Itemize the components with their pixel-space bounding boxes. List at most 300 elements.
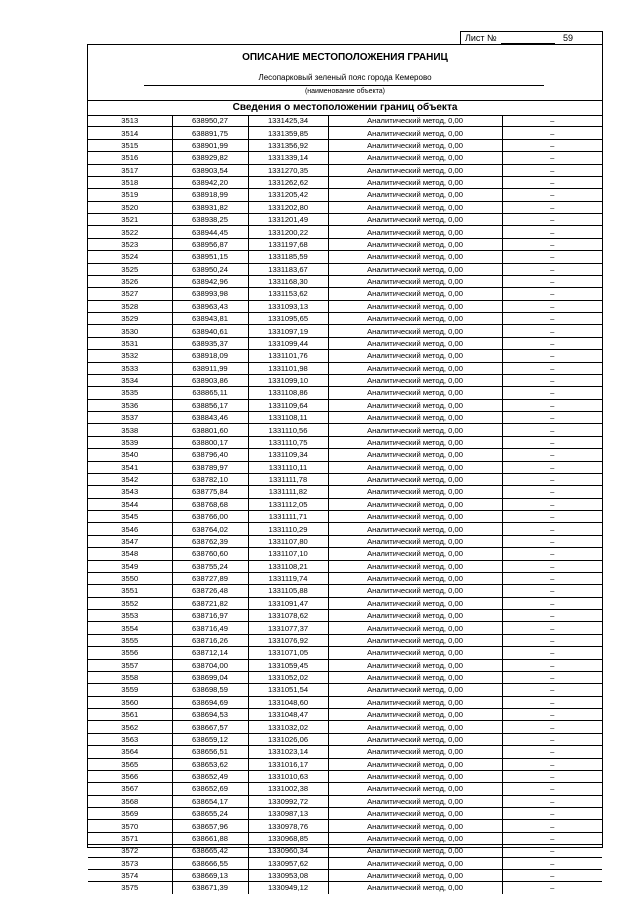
description-cell: – (502, 362, 602, 374)
table-row (88, 337, 602, 349)
table-row (88, 746, 602, 758)
description-cell: – (502, 275, 602, 287)
x-coordinate-cell: 638891,75 (172, 127, 248, 139)
y-coordinate-cell: 1331270,35 (248, 164, 328, 176)
table-row (88, 226, 602, 238)
x-coordinate-cell: 638766,00 (172, 511, 248, 523)
point-number-cell: 3557 (88, 659, 172, 671)
description-cell: – (502, 263, 602, 275)
x-coordinate-cell: 638721,82 (172, 597, 248, 609)
method-accuracy-cell: Аналитический метод, 0,00 (328, 337, 502, 349)
description-cell: – (502, 560, 602, 572)
method-accuracy-cell: Аналитический метод, 0,00 (328, 610, 502, 622)
point-number-cell: 3541 (88, 461, 172, 473)
table-row (88, 424, 602, 436)
point-number-cell: 3544 (88, 498, 172, 510)
table-row (88, 374, 602, 386)
description-cell: – (502, 325, 602, 337)
method-accuracy-cell: Аналитический метод, 0,00 (328, 832, 502, 844)
y-coordinate-cell: 1331078,62 (248, 610, 328, 622)
description-cell: – (502, 808, 602, 820)
method-accuracy-cell: Аналитический метод, 0,00 (328, 845, 502, 857)
method-accuracy-cell: Аналитический метод, 0,00 (328, 647, 502, 659)
method-accuracy-cell: Аналитический метод, 0,00 (328, 634, 502, 646)
point-number-cell: 3530 (88, 325, 172, 337)
y-coordinate-cell: 1331111,82 (248, 486, 328, 498)
point-number-cell: 3559 (88, 684, 172, 696)
y-coordinate-cell: 1330957,62 (248, 857, 328, 869)
y-coordinate-cell: 1331109,64 (248, 399, 328, 411)
method-accuracy-cell: Аналитический метод, 0,00 (328, 548, 502, 560)
x-coordinate-cell: 638712,14 (172, 647, 248, 659)
point-number-cell: 3554 (88, 622, 172, 634)
method-accuracy-cell: Аналитический метод, 0,00 (328, 226, 502, 238)
table-row (88, 189, 602, 201)
point-number-cell: 3518 (88, 176, 172, 188)
x-coordinate-cell: 638918,99 (172, 189, 248, 201)
y-coordinate-cell: 1331202,80 (248, 201, 328, 213)
point-number-cell: 3562 (88, 721, 172, 733)
description-cell: – (502, 634, 602, 646)
point-number-cell: 3523 (88, 238, 172, 250)
description-cell: – (502, 622, 602, 634)
x-coordinate-cell: 638768,68 (172, 498, 248, 510)
description-cell: – (502, 486, 602, 498)
y-coordinate-cell: 1331110,56 (248, 424, 328, 436)
table-row (88, 486, 602, 498)
y-coordinate-cell: 1331359,85 (248, 127, 328, 139)
table-row (88, 387, 602, 399)
y-coordinate-cell: 1331107,10 (248, 548, 328, 560)
description-cell: – (502, 436, 602, 448)
table-row (88, 498, 602, 510)
section-title: Сведения о местоположении границ объекта (232, 102, 458, 113)
x-coordinate-cell: 638716,97 (172, 610, 248, 622)
table-row (88, 659, 602, 671)
table-row (88, 523, 602, 535)
x-coordinate-cell: 638653,62 (172, 758, 248, 770)
description-cell: – (502, 350, 602, 362)
method-accuracy-cell: Аналитический метод, 0,00 (328, 461, 502, 473)
point-number-cell: 3571 (88, 832, 172, 844)
table-row (88, 560, 602, 572)
y-coordinate-cell: 1331105,88 (248, 585, 328, 597)
method-accuracy-cell: Аналитический метод, 0,00 (328, 498, 502, 510)
y-coordinate-cell: 1331262,62 (248, 176, 328, 188)
point-number-cell: 3532 (88, 350, 172, 362)
method-accuracy-cell: Аналитический метод, 0,00 (328, 770, 502, 782)
point-number-cell: 3525 (88, 263, 172, 275)
table-row (88, 251, 602, 263)
x-coordinate-cell: 638942,20 (172, 176, 248, 188)
description-cell: – (502, 845, 602, 857)
x-coordinate-cell: 638956,87 (172, 238, 248, 250)
y-coordinate-cell: 1331201,49 (248, 214, 328, 226)
point-number-cell: 3545 (88, 511, 172, 523)
table-row (88, 733, 602, 745)
x-coordinate-cell: 638669,13 (172, 869, 248, 881)
method-accuracy-cell: Аналитический метод, 0,00 (328, 164, 502, 176)
method-accuracy-cell: Аналитический метод, 0,00 (328, 473, 502, 485)
point-number-cell: 3514 (88, 127, 172, 139)
x-coordinate-cell: 638938,25 (172, 214, 248, 226)
description-cell: – (502, 548, 602, 560)
object-name-underline (144, 85, 544, 86)
table-row (88, 758, 602, 770)
x-coordinate-cell: 638661,88 (172, 832, 248, 844)
method-accuracy-cell: Аналитический метод, 0,00 (328, 152, 502, 164)
description-cell: – (502, 733, 602, 745)
y-coordinate-cell: 1331425,34 (248, 115, 328, 127)
table-row (88, 115, 602, 127)
point-number-cell: 3550 (88, 572, 172, 584)
method-accuracy-cell: Аналитический метод, 0,00 (328, 820, 502, 832)
description-cell: – (502, 832, 602, 844)
sheet-number: 59 (562, 33, 573, 43)
description-cell: – (502, 461, 602, 473)
point-number-cell: 3527 (88, 288, 172, 300)
x-coordinate-cell: 638671,39 (172, 882, 248, 894)
point-number-cell: 3552 (88, 597, 172, 609)
description-cell: – (502, 696, 602, 708)
point-number-cell: 3553 (88, 610, 172, 622)
method-accuracy-cell: Аналитический метод, 0,00 (328, 486, 502, 498)
point-number-cell: 3563 (88, 733, 172, 745)
method-accuracy-cell: Аналитический метод, 0,00 (328, 746, 502, 758)
y-coordinate-cell: 1331356,92 (248, 139, 328, 151)
point-number-cell: 3542 (88, 473, 172, 485)
description-cell: – (502, 647, 602, 659)
description-cell: – (502, 238, 602, 250)
x-coordinate-cell: 638655,24 (172, 808, 248, 820)
point-number-cell: 3526 (88, 275, 172, 287)
method-accuracy-cell: Аналитический метод, 0,00 (328, 300, 502, 312)
point-number-cell: 3556 (88, 647, 172, 659)
point-number-cell: 3515 (88, 139, 172, 151)
x-coordinate-cell: 638963,43 (172, 300, 248, 312)
y-coordinate-cell: 1331101,76 (248, 350, 328, 362)
y-coordinate-cell: 1331109,34 (248, 449, 328, 461)
point-number-cell: 3561 (88, 709, 172, 721)
description-cell: – (502, 337, 602, 349)
point-number-cell: 3540 (88, 449, 172, 461)
method-accuracy-cell: Аналитический метод, 0,00 (328, 585, 502, 597)
boundary-points-table (88, 115, 602, 894)
table-row (88, 300, 602, 312)
description-cell: – (502, 288, 602, 300)
table-row (88, 770, 602, 782)
description-cell: – (502, 412, 602, 424)
description-cell: – (502, 139, 602, 151)
x-coordinate-cell: 638654,17 (172, 795, 248, 807)
method-accuracy-cell: Аналитический метод, 0,00 (328, 115, 502, 127)
point-number-cell: 3564 (88, 746, 172, 758)
description-cell: – (502, 164, 602, 176)
point-number-cell: 3539 (88, 436, 172, 448)
method-accuracy-cell: Аналитический метод, 0,00 (328, 869, 502, 881)
y-coordinate-cell: 1331095,65 (248, 313, 328, 325)
description-cell: – (502, 473, 602, 485)
point-number-cell: 3536 (88, 399, 172, 411)
description-cell: – (502, 424, 602, 436)
description-cell: – (502, 449, 602, 461)
point-number-cell: 3565 (88, 758, 172, 770)
method-accuracy-cell: Аналитический метод, 0,00 (328, 808, 502, 820)
description-cell: – (502, 610, 602, 622)
y-coordinate-cell: 1331099,44 (248, 337, 328, 349)
y-coordinate-cell: 1331108,11 (248, 412, 328, 424)
y-coordinate-cell: 1330968,85 (248, 832, 328, 844)
x-coordinate-cell: 638760,60 (172, 548, 248, 560)
x-coordinate-cell: 638726,48 (172, 585, 248, 597)
description-cell: – (502, 820, 602, 832)
x-coordinate-cell: 638656,51 (172, 746, 248, 758)
table-row (88, 535, 602, 547)
x-coordinate-cell: 638755,24 (172, 560, 248, 572)
y-coordinate-cell: 1331339,14 (248, 152, 328, 164)
table-row (88, 412, 602, 424)
method-accuracy-cell: Аналитический метод, 0,00 (328, 436, 502, 448)
table-row (88, 845, 602, 857)
x-coordinate-cell: 638901,99 (172, 139, 248, 151)
table-row (88, 263, 602, 275)
table-row (88, 585, 602, 597)
point-number-cell: 3533 (88, 362, 172, 374)
point-number-cell: 3548 (88, 548, 172, 560)
point-number-cell: 3531 (88, 337, 172, 349)
x-coordinate-cell: 638667,57 (172, 721, 248, 733)
method-accuracy-cell: Аналитический метод, 0,00 (328, 399, 502, 411)
point-number-cell: 3574 (88, 869, 172, 881)
point-number-cell: 3516 (88, 152, 172, 164)
x-coordinate-cell: 638652,69 (172, 783, 248, 795)
y-coordinate-cell: 1331091,47 (248, 597, 328, 609)
table-row (88, 214, 602, 226)
y-coordinate-cell: 1331119,74 (248, 572, 328, 584)
method-accuracy-cell: Аналитический метод, 0,00 (328, 622, 502, 634)
description-cell: – (502, 214, 602, 226)
description-cell: – (502, 795, 602, 807)
x-coordinate-cell: 638699,04 (172, 671, 248, 683)
description-cell: – (502, 115, 602, 127)
description-cell: – (502, 374, 602, 386)
point-number-cell: 3528 (88, 300, 172, 312)
table-row (88, 127, 602, 139)
y-coordinate-cell: 1331099,10 (248, 374, 328, 386)
sheet-label: Лист № (465, 33, 497, 43)
y-coordinate-cell: 1331016,17 (248, 758, 328, 770)
description-cell: – (502, 684, 602, 696)
x-coordinate-cell: 638801,60 (172, 424, 248, 436)
description-cell: – (502, 313, 602, 325)
method-accuracy-cell: Аналитический метод, 0,00 (328, 176, 502, 188)
point-number-cell: 3535 (88, 387, 172, 399)
method-accuracy-cell: Аналитический метод, 0,00 (328, 313, 502, 325)
y-coordinate-cell: 1331107,80 (248, 535, 328, 547)
method-accuracy-cell: Аналитический метод, 0,00 (328, 214, 502, 226)
x-coordinate-cell: 638931,82 (172, 201, 248, 213)
table-row (88, 857, 602, 869)
y-coordinate-cell: 1331052,02 (248, 671, 328, 683)
method-accuracy-cell: Аналитический метод, 0,00 (328, 783, 502, 795)
method-accuracy-cell: Аналитический метод, 0,00 (328, 325, 502, 337)
table-row (88, 820, 602, 832)
y-coordinate-cell: 1331110,11 (248, 461, 328, 473)
y-coordinate-cell: 1330953,08 (248, 869, 328, 881)
table-row (88, 882, 602, 894)
table-row (88, 325, 602, 337)
description-cell: – (502, 535, 602, 547)
y-coordinate-cell: 1331093,13 (248, 300, 328, 312)
method-accuracy-cell: Аналитический метод, 0,00 (328, 288, 502, 300)
point-number-cell: 3522 (88, 226, 172, 238)
point-number-cell: 3558 (88, 671, 172, 683)
y-coordinate-cell: 1331076,92 (248, 634, 328, 646)
boundary-description-document (87, 44, 603, 893)
description-cell: – (502, 399, 602, 411)
table-row (88, 832, 602, 844)
y-coordinate-cell: 1331097,19 (248, 325, 328, 337)
y-coordinate-cell: 1330992,72 (248, 795, 328, 807)
x-coordinate-cell: 638929,82 (172, 152, 248, 164)
y-coordinate-cell: 1331200,22 (248, 226, 328, 238)
y-coordinate-cell: 1331010,63 (248, 770, 328, 782)
y-coordinate-cell: 1331110,75 (248, 436, 328, 448)
table-row (88, 572, 602, 584)
table-row (88, 597, 602, 609)
method-accuracy-cell: Аналитический метод, 0,00 (328, 560, 502, 572)
point-number-cell: 3538 (88, 424, 172, 436)
description-cell: – (502, 659, 602, 671)
y-coordinate-cell: 1331026,06 (248, 733, 328, 745)
x-coordinate-cell: 638942,96 (172, 275, 248, 287)
y-coordinate-cell: 1330949,12 (248, 882, 328, 894)
table-row (88, 399, 602, 411)
table-row (88, 139, 602, 151)
x-coordinate-cell: 638950,24 (172, 263, 248, 275)
x-coordinate-cell: 638762,39 (172, 535, 248, 547)
description-cell: – (502, 572, 602, 584)
y-coordinate-cell: 1331112,05 (248, 498, 328, 510)
point-number-cell: 3537 (88, 412, 172, 424)
method-accuracy-cell: Аналитический метод, 0,00 (328, 238, 502, 250)
description-cell: – (502, 882, 602, 894)
method-accuracy-cell: Аналитический метод, 0,00 (328, 535, 502, 547)
x-coordinate-cell: 638951,15 (172, 251, 248, 263)
object-name-caption: (наименование объекта) (304, 88, 386, 95)
description-cell: – (502, 783, 602, 795)
point-number-cell: 3521 (88, 214, 172, 226)
y-coordinate-cell: 1331023,14 (248, 746, 328, 758)
table-row (88, 709, 602, 721)
description-cell: – (502, 869, 602, 881)
y-coordinate-cell: 1331048,47 (248, 709, 328, 721)
point-number-cell: 3543 (88, 486, 172, 498)
point-number-cell: 3568 (88, 795, 172, 807)
y-coordinate-cell: 1331153,62 (248, 288, 328, 300)
point-number-cell: 3567 (88, 783, 172, 795)
method-accuracy-cell: Аналитический метод, 0,00 (328, 189, 502, 201)
method-accuracy-cell: Аналитический метод, 0,00 (328, 795, 502, 807)
sheet-number-box (460, 31, 603, 44)
table-row (88, 176, 602, 188)
description-cell: – (502, 176, 602, 188)
table-row (88, 671, 602, 683)
x-coordinate-cell: 638694,53 (172, 709, 248, 721)
description-cell: – (502, 511, 602, 523)
table-row (88, 696, 602, 708)
table-row (88, 808, 602, 820)
method-accuracy-cell: Аналитический метод, 0,00 (328, 374, 502, 386)
table-row (88, 201, 602, 213)
y-coordinate-cell: 1331108,21 (248, 560, 328, 572)
method-accuracy-cell: Аналитический метод, 0,00 (328, 201, 502, 213)
x-coordinate-cell: 638993,98 (172, 288, 248, 300)
method-accuracy-cell: Аналитический метод, 0,00 (328, 572, 502, 584)
header-divider (88, 100, 602, 101)
point-number-cell: 3570 (88, 820, 172, 832)
point-number-cell: 3569 (88, 808, 172, 820)
description-cell: – (502, 857, 602, 869)
description-cell: – (502, 746, 602, 758)
method-accuracy-cell: Аналитический метод, 0,00 (328, 424, 502, 436)
x-coordinate-cell: 638911,99 (172, 362, 248, 374)
method-accuracy-cell: Аналитический метод, 0,00 (328, 350, 502, 362)
y-coordinate-cell: 1331185,59 (248, 251, 328, 263)
y-coordinate-cell: 1331077,37 (248, 622, 328, 634)
description-cell: – (502, 597, 602, 609)
method-accuracy-cell: Аналитический метод, 0,00 (328, 857, 502, 869)
method-accuracy-cell: Аналитический метод, 0,00 (328, 671, 502, 683)
x-coordinate-cell: 638940,61 (172, 325, 248, 337)
table-row (88, 449, 602, 461)
table-row (88, 164, 602, 176)
table-row (88, 548, 602, 560)
y-coordinate-cell: 1331183,67 (248, 263, 328, 275)
y-coordinate-cell: 1330960,34 (248, 845, 328, 857)
x-coordinate-cell: 638865,11 (172, 387, 248, 399)
method-accuracy-cell: Аналитический метод, 0,00 (328, 127, 502, 139)
description-cell: – (502, 226, 602, 238)
x-coordinate-cell: 638918,09 (172, 350, 248, 362)
x-coordinate-cell: 638659,12 (172, 733, 248, 745)
y-coordinate-cell: 1331059,45 (248, 659, 328, 671)
description-cell: – (502, 127, 602, 139)
table-row (88, 684, 602, 696)
y-coordinate-cell: 1331051,54 (248, 684, 328, 696)
table-row (88, 783, 602, 795)
table-row (88, 288, 602, 300)
table-row (88, 152, 602, 164)
x-coordinate-cell: 638856,17 (172, 399, 248, 411)
method-accuracy-cell: Аналитический метод, 0,00 (328, 387, 502, 399)
description-cell: – (502, 201, 602, 213)
method-accuracy-cell: Аналитический метод, 0,00 (328, 882, 502, 894)
method-accuracy-cell: Аналитический метод, 0,00 (328, 251, 502, 263)
method-accuracy-cell: Аналитический метод, 0,00 (328, 721, 502, 733)
table-row (88, 275, 602, 287)
object-name: Лесопарковый зеленый пояс города Кемерово (258, 73, 432, 82)
point-number-cell: 3555 (88, 634, 172, 646)
x-coordinate-cell: 638789,97 (172, 461, 248, 473)
method-accuracy-cell: Аналитический метод, 0,00 (328, 263, 502, 275)
method-accuracy-cell: Аналитический метод, 0,00 (328, 362, 502, 374)
table-row (88, 622, 602, 634)
document-title: ОПИСАНИЕ МЕСТОПОЛОЖЕНИЯ ГРАНИЦ (242, 52, 448, 63)
table-row (88, 511, 602, 523)
x-coordinate-cell: 638935,37 (172, 337, 248, 349)
y-coordinate-cell: 1330978,76 (248, 820, 328, 832)
